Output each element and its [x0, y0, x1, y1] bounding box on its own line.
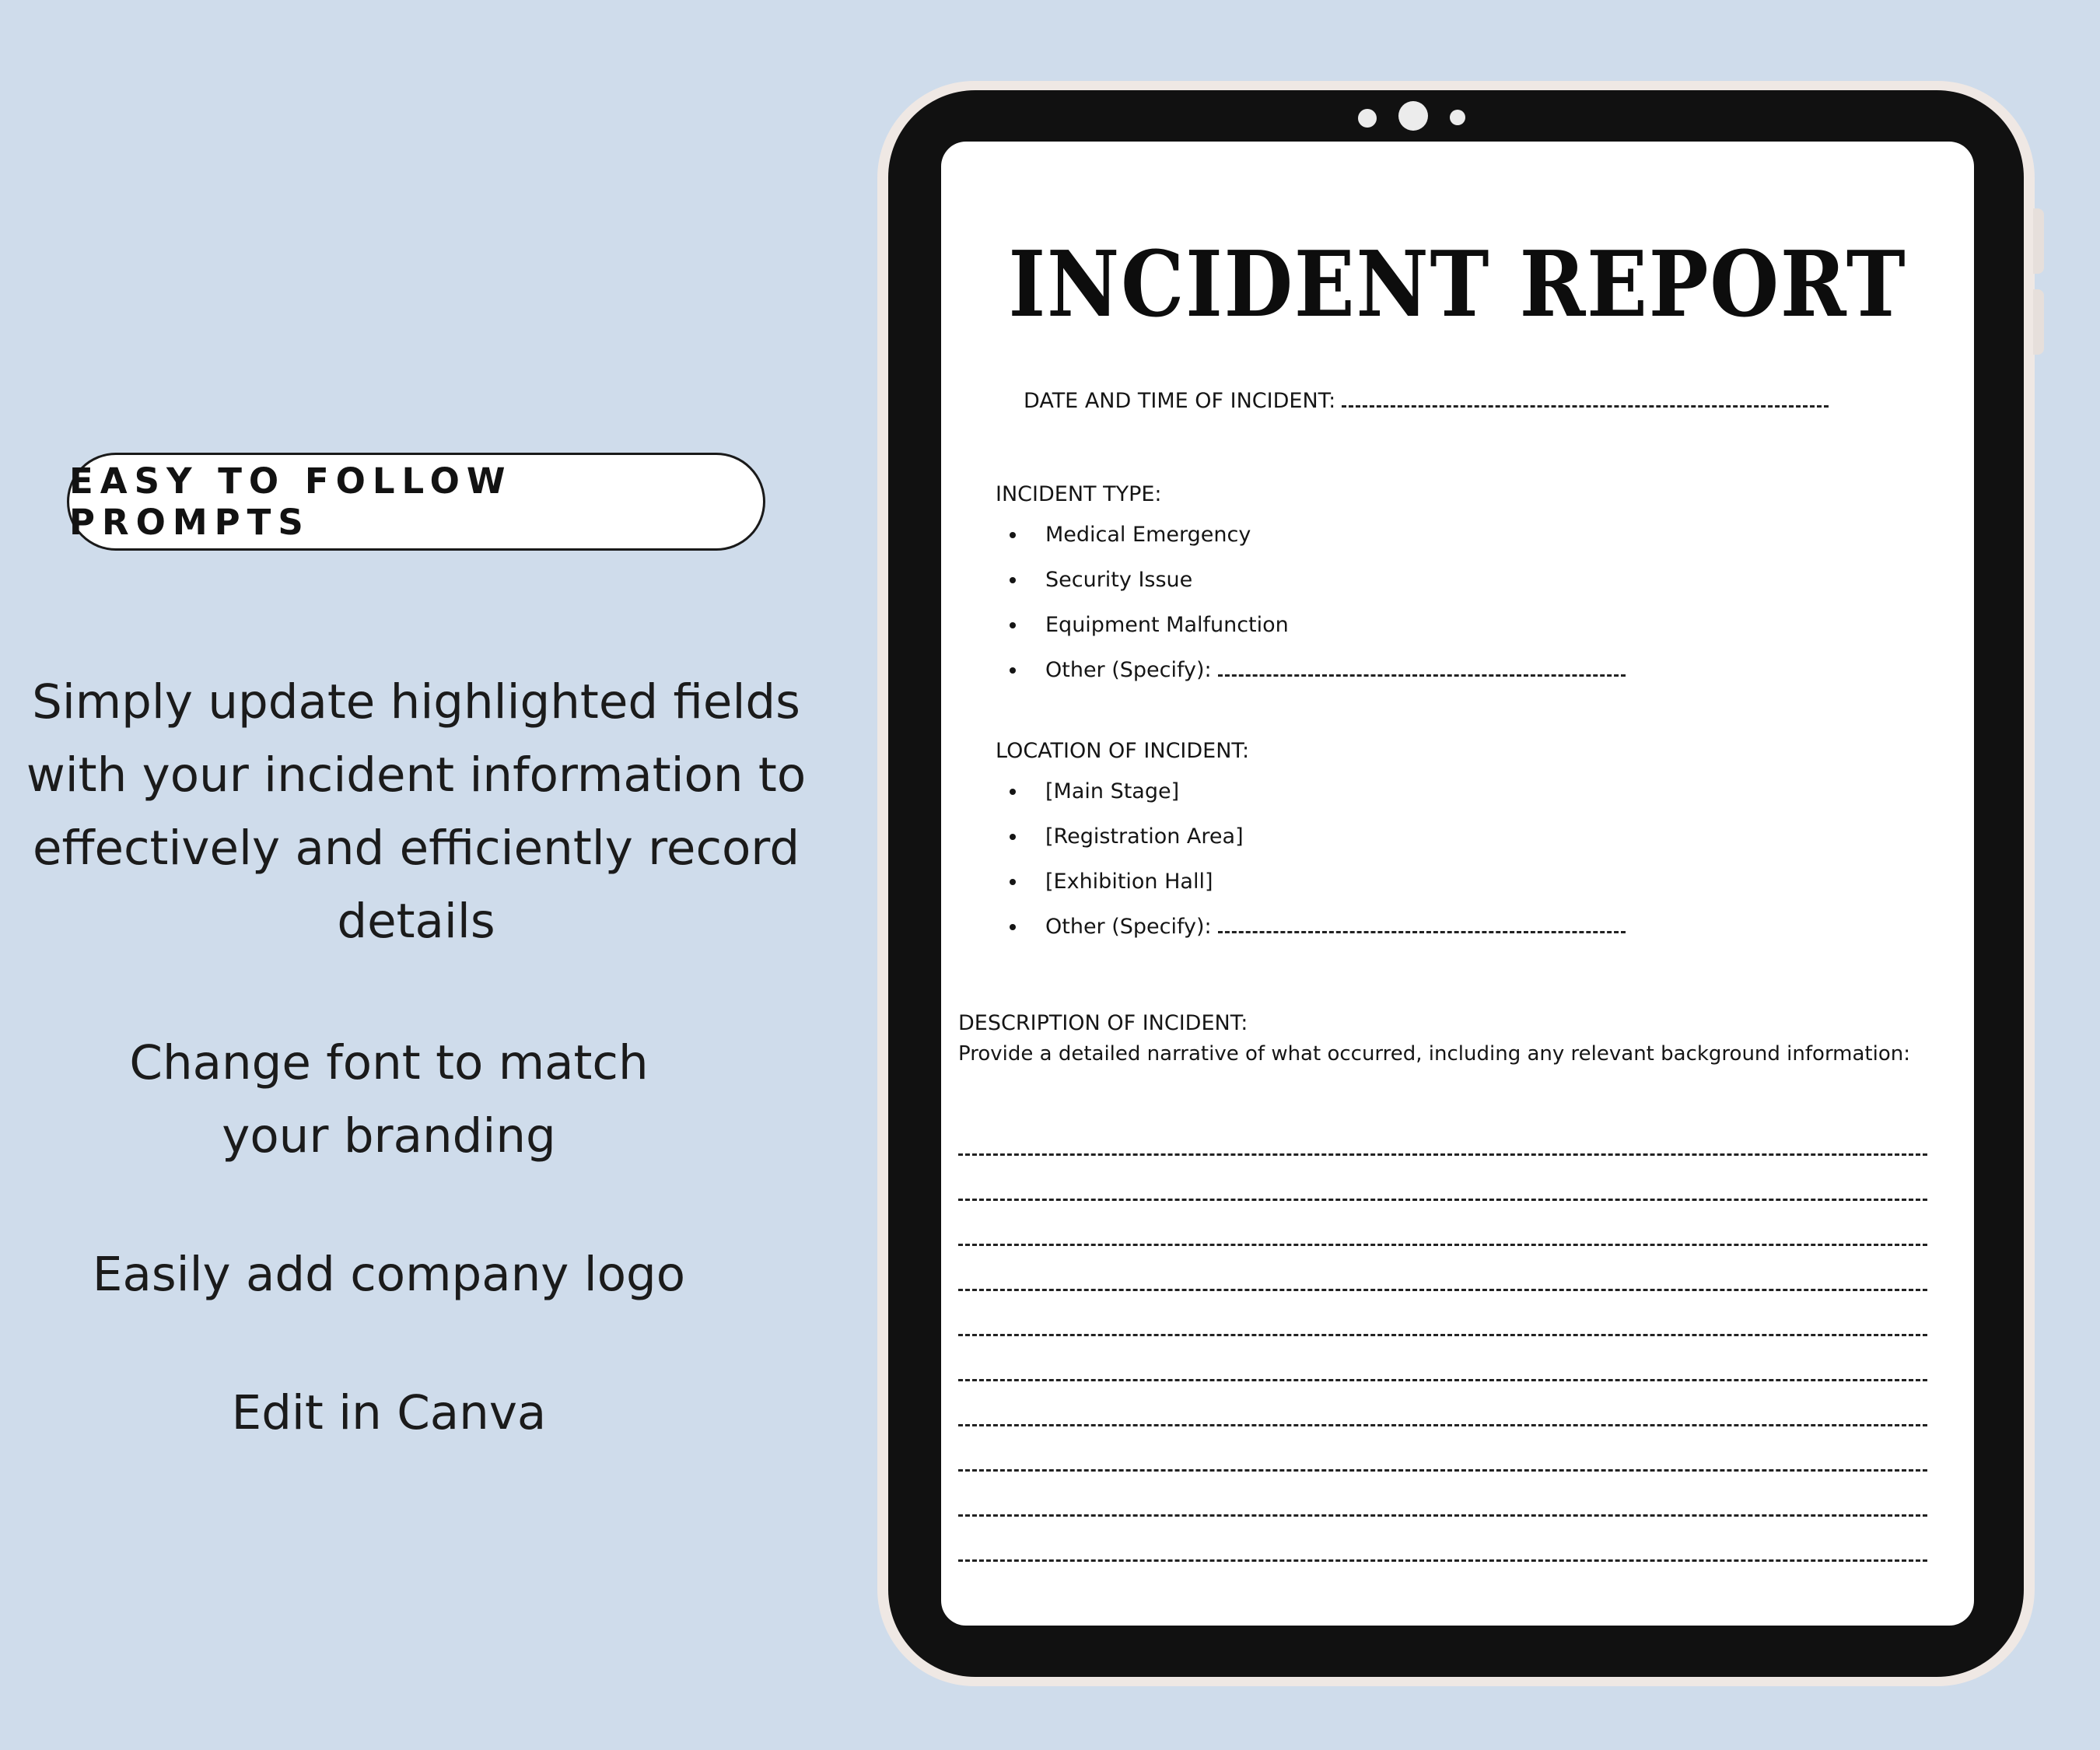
incident-type-heading: INCIDENT TYPE: [996, 482, 1162, 506]
promo-change-font-text: Change font to match your branding [129, 1035, 649, 1164]
list-item-label: Other (Specify): [1045, 658, 1212, 682]
date-time-blank[interactable] [1342, 390, 1829, 408]
tablet-volume-down-button [2033, 289, 2044, 355]
bullet-dot-icon [1010, 879, 1016, 885]
easy-prompts-badge [67, 453, 765, 551]
camera-dot-left-icon [1358, 109, 1377, 128]
easy-prompts-badge-label: EASY TO FOLLOW PROMPTS [69, 460, 513, 543]
location-list [1010, 776, 1626, 957]
list-item [1010, 520, 1626, 565]
writing-line[interactable] [958, 1111, 1927, 1156]
writing-line[interactable] [958, 1381, 1927, 1426]
date-time-field [1024, 389, 1829, 413]
location-heading: LOCATION OF INCIDENT: [996, 739, 1250, 763]
camera-dot-right-icon [1450, 110, 1465, 125]
writing-line[interactable] [958, 1291, 1927, 1336]
writing-line[interactable] [958, 1472, 1927, 1517]
bullet-dot-icon [1010, 834, 1016, 840]
bullet-dot-icon [1010, 577, 1016, 583]
camera-lens-icon [1398, 101, 1428, 131]
list-item [1010, 866, 1626, 912]
writing-line[interactable] [958, 1156, 1927, 1201]
bullet-dot-icon [1010, 532, 1016, 538]
bullet-dot-icon [1010, 924, 1016, 930]
list-item-label: Medical Emergency [1045, 523, 1251, 547]
document-title: INCIDENT REPORT [1008, 232, 1907, 338]
list-item [1010, 610, 1626, 655]
location-other-blank[interactable] [1218, 915, 1626, 933]
description-prompt: Provide a detailed narrative of what occurred, including any relevant background information: [958, 1042, 1910, 1066]
list-item [1010, 655, 1626, 700]
list-item [1010, 821, 1626, 866]
description-heading: DESCRIPTION OF INCIDENT: [958, 1011, 1248, 1035]
list-item [1010, 565, 1626, 610]
description-writing-lines[interactable] [958, 1111, 1927, 1562]
list-item-label: [Main Stage] [1045, 779, 1180, 803]
bullet-dot-icon [1010, 667, 1016, 674]
incident-type-list [1010, 520, 1626, 700]
list-item-label: [Registration Area] [1045, 824, 1244, 849]
list-item [1010, 912, 1626, 957]
date-time-label: DATE AND TIME OF INCIDENT: [1024, 389, 1336, 413]
list-item [1010, 776, 1626, 821]
bullet-dot-icon [1010, 789, 1016, 795]
list-item-label: Equipment Malfunction [1045, 613, 1289, 637]
bullet-dot-icon [1010, 622, 1016, 628]
writing-line[interactable] [958, 1336, 1927, 1381]
list-item-label: Other (Specify): [1045, 915, 1212, 939]
promo-edit-canva-text: Edit in Canva [231, 1385, 547, 1440]
tablet-screen [941, 142, 1974, 1626]
writing-line[interactable] [958, 1246, 1927, 1291]
list-item-label: Security Issue [1045, 568, 1193, 592]
promo-update-fields-text: Simply update highlighted fields with your incident information to effectively and efficiently record details [26, 674, 807, 949]
tablet-volume-up-button [2033, 208, 2044, 274]
list-item-label: [Exhibition Hall] [1045, 870, 1213, 894]
writing-line[interactable] [958, 1201, 1927, 1246]
incident-type-other-blank[interactable] [1218, 659, 1626, 677]
writing-line[interactable] [958, 1426, 1927, 1472]
promo-add-logo-text: Easily add company logo [92, 1247, 686, 1302]
writing-line[interactable] [958, 1517, 1927, 1562]
